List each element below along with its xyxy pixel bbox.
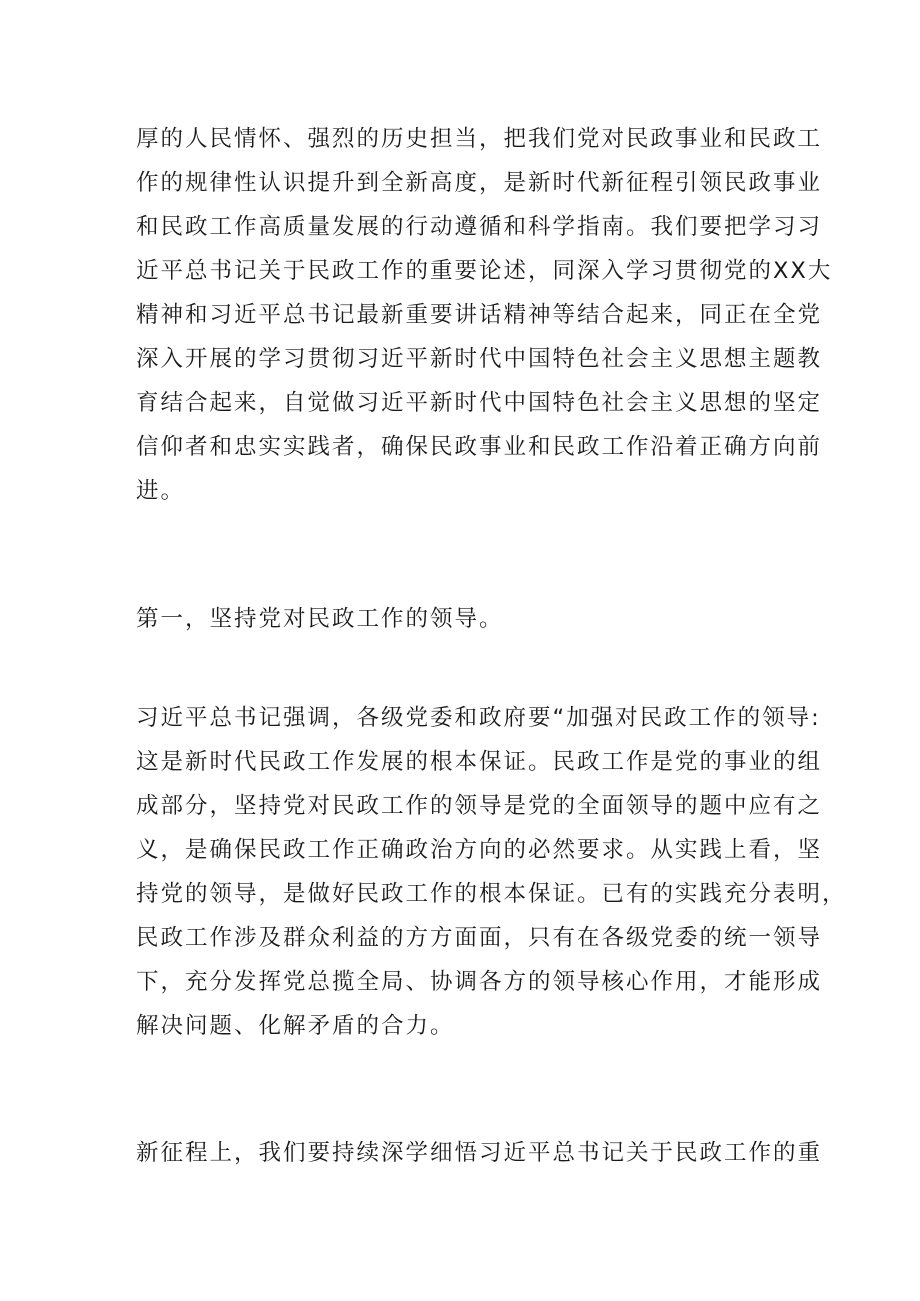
text-line: 下，充分发挥党总揽全局、协调各方的领导核心作用，才能形成: [136, 969, 823, 995]
paragraph-3: [136, 696, 847, 1048]
text-line: 精神和习近平总书记最新重要讲话精神等结合起来，同正在全党: [136, 302, 823, 328]
heading-line: 第一，坚持党对民政工作的领导。: [136, 606, 504, 632]
text-line: 习近平总书记强调，各级党委和政府要“加强对民政工作的领导:: [136, 705, 821, 731]
text-line: 义，是确保民政工作正确政治方向的必然要求。从实践上看，坚: [136, 837, 823, 863]
text-line: 厚的人民情怀、强烈的历史担当，把我们党对民政事业和民政工: [136, 126, 823, 152]
text-line: 和民政工作高质量发展的行动遵循和科学指南。我们要把学习习: [136, 214, 823, 240]
text-line: 进。: [136, 478, 186, 504]
text-line: 新征程上，我们要持续深学细悟习近平总书记关于民政工作的重: [136, 1140, 823, 1166]
text-line: 持党的领导，是做好民政工作的根本保证。已有的实践充分表明，: [136, 881, 847, 907]
text-line: 民政工作涉及群众利益的方方面面，只有在各级党委的统一领导: [136, 925, 823, 951]
paragraph-4: [136, 1131, 823, 1175]
text-line: 这是新时代民政工作发展的根本保证。民政工作是党的事业的组: [136, 749, 823, 775]
text-line: 成部分，坚持党对民政工作的领导是党的全面领导的题中应有之: [136, 793, 823, 819]
text-line: 育结合起来，自觉做习近平新时代中国特色社会主义思想的坚定: [136, 390, 823, 416]
text-line: 解决问题、化解矛盾的合力。: [136, 1013, 455, 1039]
text-line: 信仰者和忠实实践者，确保民政事业和民政工作沿着正确方向前: [136, 434, 823, 460]
text-line: 作的规律性认识提升到全新高度，是新时代新征程引领民政事业: [136, 170, 823, 196]
text-line: 近平总书记关于民政工作的重要论述，同深入学习贯彻党的XX大: [136, 258, 833, 284]
section-heading: [136, 597, 796, 641]
text-line: 深入开展的学习贯彻习近平新时代中国特色社会主义思想主题教: [136, 346, 823, 372]
paragraph-1: [136, 117, 833, 513]
